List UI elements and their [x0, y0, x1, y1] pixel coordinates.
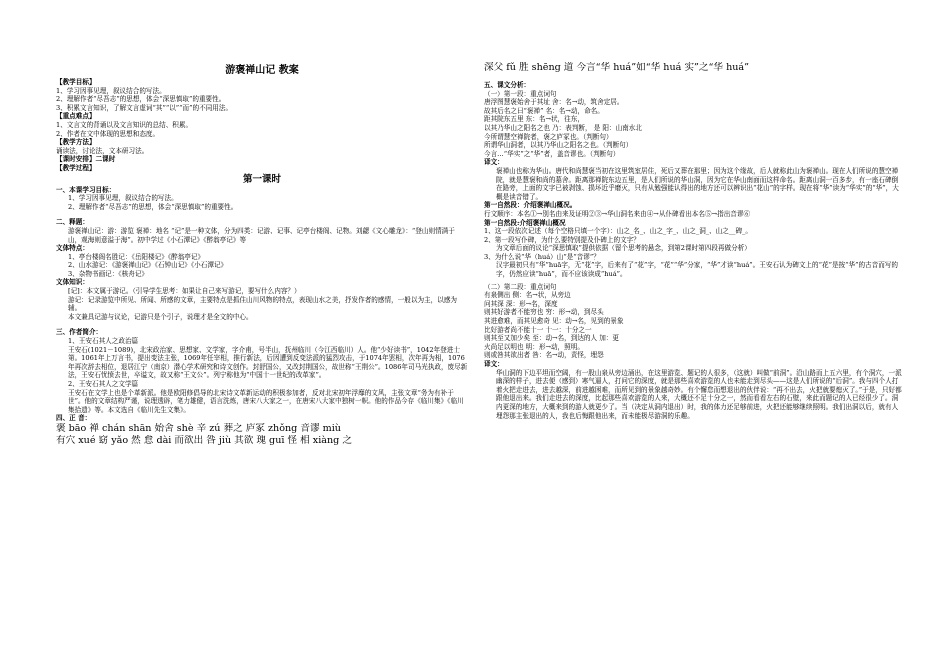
answer-text: 汉字最初只有“华”huā字，无“花”字，后来有了“花”字，“花”“华”分家，“华”才读“huá”。王安石认为碑文上的“花”是按“华”的古音而写的字，仍然应读“huā”，而不应该读成“huá”。: [496, 261, 899, 279]
method-heading: 【教学方法】: [56, 138, 96, 147]
key-phrase: 故其后名之曰“褒禅” 名：名→动，命名。: [484, 106, 604, 115]
document-title: 游褒禅山记 教案: [225, 65, 299, 76]
question-item: 2、第一段写仆碑，为什么要特别提及仆碑上的文字？: [484, 235, 640, 244]
section-heading: 五、课文分析：: [484, 81, 531, 89]
section-heading: 二、释题：: [56, 218, 89, 227]
author-subheading: 1、王安石其人之政治篇: [68, 337, 139, 346]
paragraph-heading: （一）第一段：重点词句: [484, 89, 557, 98]
goal-item: 2、理解作者“尽吾志”的思想，体会“深思慎取”的重要性。: [56, 95, 226, 104]
objective-item: 1、学习因事见理，叙议结合的写法。: [68, 194, 178, 203]
key-phrase: 则或咎其欲出者 咎：名→动，责怪，埋怨: [484, 351, 604, 360]
genre-heading: 文体特点：: [56, 244, 89, 253]
key-phrase: 问其深 深：形→名，深度: [484, 299, 558, 308]
pronunciation-line: 有穴 xué 窈 yǎo 然 怠 dài 而欲出 咎 jiù 其欲 瑰 guī 怪 相 xiàng 之: [56, 434, 352, 446]
keypoint-item: 2、作者在文中体现的思想和态度。: [56, 129, 160, 138]
question-item: 3、为什么说“华（huá）山”是“音谬”？: [484, 252, 600, 261]
lesson-one-title: 第一课时: [242, 173, 281, 185]
key-phrase: 今所谓慧空禅院者，褒之庐冢也。（判断句）: [484, 132, 613, 141]
key-phrase: 火尚足以明也 明：形→动，照明。: [484, 342, 584, 351]
knowledge-text: 游记：记录游览中所见、所闻、所感的文章，主要特点是抓住山川风物的特点，表现山水之美，抒发作者的感情，一般以为主，以感为辅。: [68, 295, 458, 313]
section-heading: 一、本课学习目标：: [56, 185, 116, 194]
keypoint-item: 1、文言文的背诵以及文言知识的总结、积累。: [56, 120, 193, 129]
objective-item: 2、理解作者“尽吾志”的思想，体会“深思慎取”的重要性。: [68, 202, 238, 211]
author-subheading: 2、王安石其人之文学篇: [68, 380, 139, 388]
method-text: 诵读法，讨论法，文本研习法。: [56, 146, 149, 155]
author-literature-text: 王安石在文学上也是个革新派。他是欧阳修倡导的北宋诗文革新运动的积极参加者，反对北宋初年浮靡的文风，主张文章“务为有补于世”。他的文章结构严谨，说理透辟，笔力雄健，语言洗炼，唐宋八大家之一，在唐宋八大家中独树一帜。他的作品今存《临川集》《临川集拾遗》等。本文选自《临川先生文集》。: [68, 388, 464, 414]
goal-item: 1、学习因事见理，叙议结合的写法。: [56, 86, 166, 95]
key-phrase: 唐浮图慧褒始舍于其址 舍：名→动，筑舍定居。: [484, 98, 624, 107]
key-phrase: 今言…“华实”之“华”者，盖音谬也。（判断句）: [484, 149, 620, 158]
translation-heading: 译文：: [484, 158, 504, 167]
key-phrase: 有泉侧出 侧：名→状，从旁边: [484, 291, 571, 300]
knowledge-text: [记]：本文属于游记。（引导学生思考：如果让自己来写游记，要写什么内容？）: [68, 287, 301, 296]
genre-item: 1、亭台楼阁名胜记：《岳阳楼记》《醉翁亭记》: [68, 252, 205, 261]
translation-text: 褒禅山也称为华山。唐代和尚慧褒当初在这里筑室居住，死后又葬在那里；因为这个缘故，后人就称此山为褒禅山。现在人们所说的慧空禅院，就是慧褒和尚的墓舍。距离那禅院东边五里，是人们所说的华山洞，因为它在华山南面而这样命名。距离山洞一百多步，有一座石碑倒在路旁，上面的文字已被剥蚀、损坏近乎磨灭，只有从勉强能认得出的地方还可以辨识出“花山”的字样。现在将“华”读为“华实”的“华”，大概是读音错了。: [496, 166, 899, 201]
pronunciation-line: 深父 fǔ 胜 shēng 道 今言“华 huá”如“华 huá 实”之“华 huá”: [484, 62, 750, 73]
paragraph-summary: 第一自然段：介绍褒禅山概况。: [484, 201, 577, 210]
question-item: 1、这一段依次记述（每个空格只填一个字）：山之_名_、山之_字_、山之_洞_、山之__碑_。: [484, 227, 752, 236]
translation-heading: 译文：: [484, 360, 504, 368]
schedule-heading: 【课时安排】二课时: [56, 155, 116, 164]
section-heading: 四、正 音：: [56, 414, 92, 423]
left-column: [56, 64, 468, 447]
section-heading: 三、作者简介：: [56, 328, 103, 337]
paragraph-heading: （二）第二段：重点词句: [484, 282, 557, 291]
answer-text: 为文章后面的议论“深思慎取”提供依据（留个思考的悬念，到第2课时第四段再做分析）: [496, 244, 751, 253]
translation-text: 华山洞的下边平坦而空阔，有一股山泉从旁边涌出，在这里游览、题记的人很多，（这就）叫做“前洞”。沿山路而上五六里，有个洞穴，一派幽深的样子，进去便（感到）寒气逼人，打问它的深度，就是那些喜欢游览的人也未能走到尽头——这是人们所说的“后洞”。我与四个人打着火把走进去，进去越深，前进越困难，而所见到的景象越奇妙。有个懈怠而想退出的伙伴说：“再不出去，火把就要熄灭了。”于是，只好都跟他退出来。我们走进去的深度，比起那些喜欢游览的人来，大概还不足十分之一，然而看看左右的石壁，来此而题记的人已经很少了。洞内更深的地方，大概来到的游人就更少了。当（决定从洞内退出）时，我的体力还足够前进，火把还能够继续照明。我们出洞以后，就有人埋怨那主张退出的人，我也后悔跟他出来，而未能极尽游洞的乐趣。: [496, 368, 902, 420]
genre-item: 3、杂物书画记：《核舟记》: [68, 269, 149, 278]
key-phrase: 则其至又加少矣 至：动→名，到达的人 加：更: [484, 334, 619, 343]
goals-heading: 【教学目标】: [56, 78, 96, 86]
title-explanation: 游褒禅山记：游：游览 褒禅：地名 “记”是一种文体，分为四类：记游、记事、记亭台楼阁、记物。刘勰《文心雕龙》：“登山则情满于山，观海则意溢于海”。初中学过《小石潭记》《醉翁亭记》等: [68, 226, 455, 244]
key-phrase: 距其院东五里 东：名→状，往东，: [484, 115, 584, 124]
key-phrase: 其进愈难，而其见愈奇 见：动→名，见到的景象: [484, 317, 624, 326]
author-politics-text: 王安石(1021－1089)，北宋政治家、思想家、文学家，字介甫，号半山，抚州临川（今江西临川）人。他“少好读书”，1042年登进士第。1061年上万言书，提出变法主张，1069年任宰相，推行新法，后因遭到反变法派的猛烈攻击，于1074年罢相，次年再为相，1076年再次辞去相位，退居江宁（南京）潜心学术研究和诗文创作。封舒国公，又改封荆国公，故世称“王荆公”。1086年司马光执政，废尽新法，王安石忧愤去世，卒谥文，故又称“王文公”。列宁称他为“中国十一世纪的改革家”。: [68, 345, 468, 380]
right-column: [484, 62, 902, 420]
writing-order: 行文顺序：本名①→别名由来及证明②③→华山洞名来由④→从仆碑看出本名⑤→指出音谬⑥: [484, 209, 751, 218]
key-phrase: 则其好游者不能穷也 穷：形→动，到尽头: [484, 308, 604, 317]
genre-item: 2、山水游记：《游褒禅山记》《石钟山记》《小石潭记》: [68, 261, 228, 270]
key-phrase: 以其乃华山之阳名之也 乃：表判断， 是 阳：山南水北: [484, 123, 642, 132]
key-phrase: 比好游者尚不能十一 十一：十分之一: [484, 325, 592, 334]
pronunciation-line: 褒 bāo 禅 chán shān 始舍 shè 辛 zú 葬之 庐冢 zhǒng 音谬 miù: [56, 422, 341, 434]
goal-item: 3、积累文言知识，了解文言虚词“其”“以”“而”的不同用法。: [56, 103, 233, 112]
key-phrase: 所谓华山洞者，以其乃华山之阳名之也。（判断句）: [484, 141, 633, 150]
knowledge-heading: 文体知识：: [56, 278, 89, 287]
paragraph-summary: 第一自然段:介绍褒禅山概况: [484, 218, 566, 227]
knowledge-text: 本文兼具记游与议论，记游只是个引子，说理才是全文的中心。: [68, 312, 253, 321]
process-heading: 【教学过程】: [56, 163, 96, 172]
keypoints-heading: 【重点难点】: [56, 112, 96, 121]
